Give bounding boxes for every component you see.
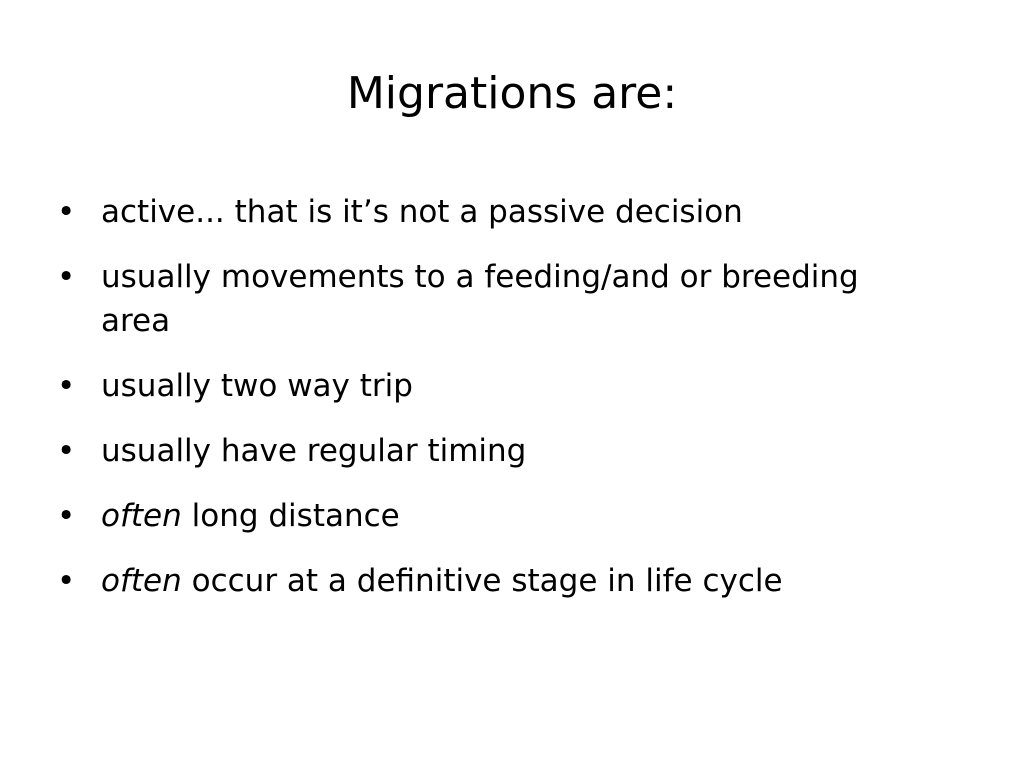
bullet-icon: •	[57, 259, 76, 295]
bullet-icon: •	[57, 498, 76, 534]
bullet-text: active... that is it’s not a passive decision	[101, 194, 743, 230]
bullet-item	[57, 429, 957, 473]
bullet-emphasis: often	[101, 563, 182, 599]
bullet-icon: •	[57, 433, 76, 469]
bullet-list	[57, 190, 957, 624]
bullet-item	[57, 255, 861, 343]
bullet-text: occur at a definitive stage in life cycle	[181, 563, 783, 599]
bullet-emphasis: often	[101, 498, 182, 534]
bullet-item	[57, 559, 957, 603]
bullet-item	[57, 494, 957, 538]
bullet-icon: •	[57, 368, 76, 404]
slide-title: Migrations are:	[346, 68, 678, 119]
bullet-icon: •	[57, 194, 76, 230]
bullet-item	[57, 190, 957, 234]
bullet-text: long distance	[181, 498, 400, 534]
bullet-text: usually movements to a feeding/and or breeding area	[101, 259, 859, 339]
bullet-text: usually two way trip	[101, 368, 413, 404]
bullet-text: usually have regular timing	[101, 433, 527, 469]
bullet-icon: •	[57, 563, 76, 599]
bullet-item	[57, 364, 957, 408]
